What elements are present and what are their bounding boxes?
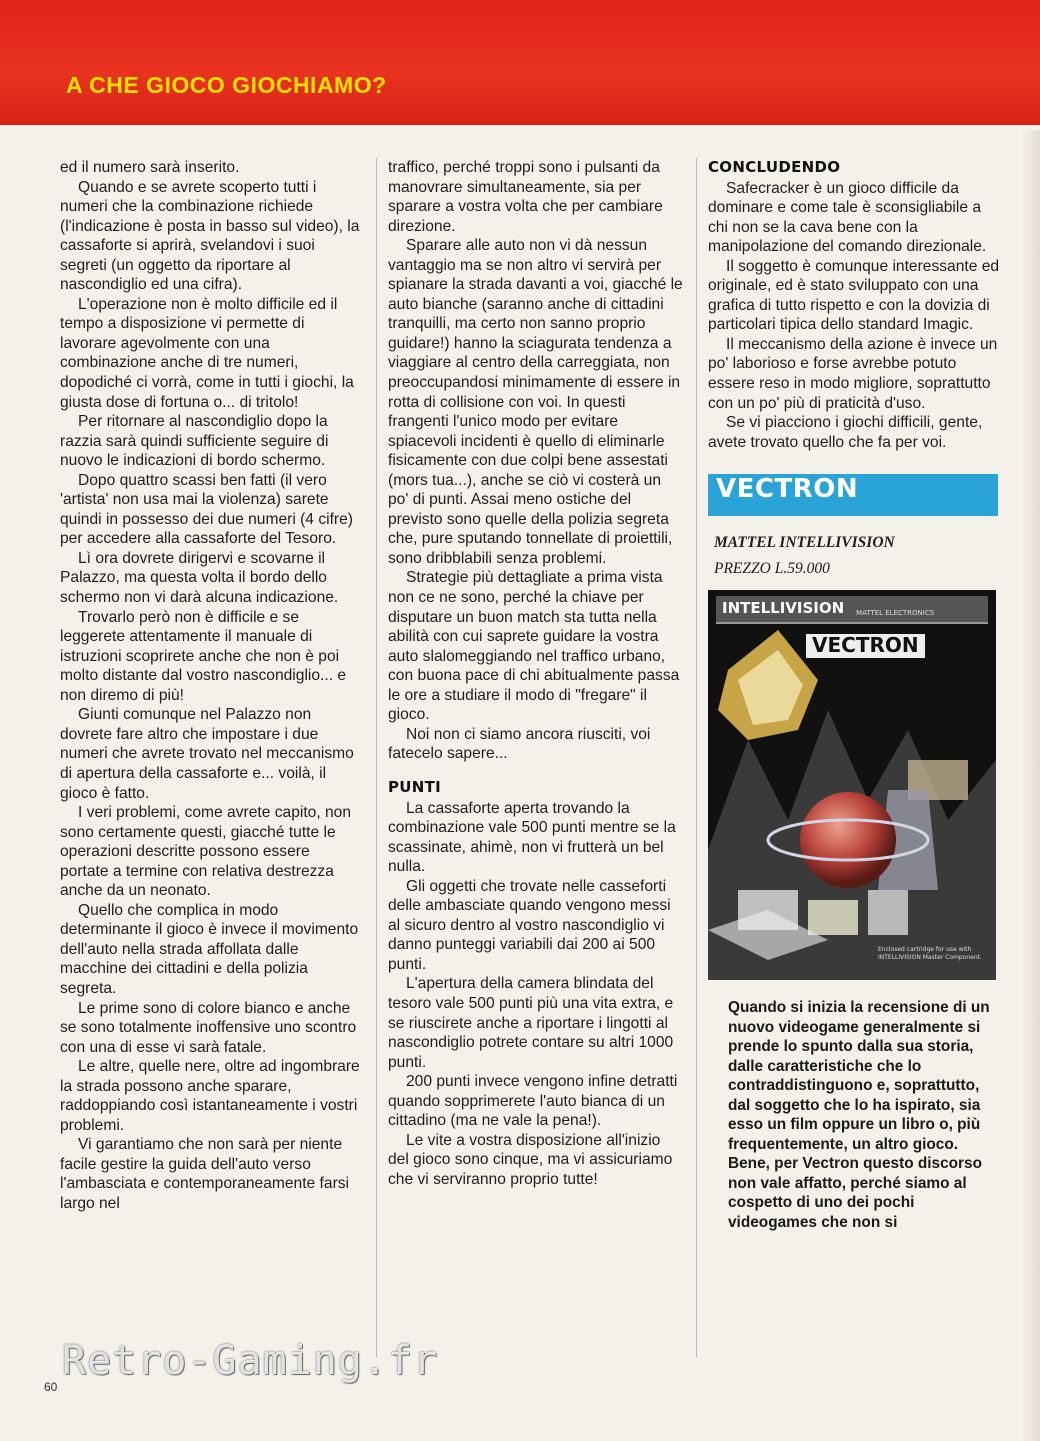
section-title: A CHE GIOCO GIOCHIAMO? — [66, 72, 387, 98]
paragraph: Lì ora dovrete dirigervi e scovarne il Palazzo, ma questa volta il bordo dello schermo non vi darà alcuna indicazione. — [60, 549, 339, 607]
paragraph: Le vite a vostra disposizione all'inizio del gioco sono cinque, ma vi assicuriamo che vi serviranno proprio tutte! — [388, 1131, 673, 1188]
page-edge — [1022, 130, 1040, 1441]
column-divider — [696, 158, 697, 1358]
review-title: VECTRON — [716, 474, 859, 505]
paragraph: Safecracker è un gioco difficile da dominare e come tale è sconsigliabile a chi non se la cava bene con la manipolazione del comando direzionale. — [708, 179, 987, 256]
paragraph: L'apertura della camera blindata del tesoro vale 500 punti più una vita extra, e se riuscirete anche a riportare i lingotti al nascondiglio potrete contare su altri 1000 punti. — [388, 975, 674, 1071]
paragraph: traffico, perché troppi sono i pulsanti da manovrare simultaneamente, sia per sparare a vostra volta che per cambiare direzione. — [388, 159, 663, 235]
column-divider — [376, 158, 377, 1358]
article-column-1 — [60, 158, 360, 1214]
paragraph: Il meccanismo della azione è invece un po' laborioso e forse avrebbe potuto essere reso in modo migliore, soprattutto con un po' più di praticità d'uso. — [708, 335, 998, 412]
paragraph: ed il numero sarà inserito. — [60, 159, 240, 176]
paragraph: Il soggetto è comunque interessante ed originale, ed è stato sviluppato con una grafica di tutto rispetto e con la dovizia di particolari tipica dello standard Imagic. — [708, 257, 1000, 334]
paragraph: Giunti comunque nel Palazzo non dovrete fare altro che impostare i due numeri che avrete trovato nel meccanismo di apertura della cassaforte e... voilà, il gioco è fatto. — [60, 706, 354, 802]
box-art-footer: Enclosed cartridge for use with INTELLIVISION Master Component. — [878, 946, 982, 962]
paragraph: Strategie più dettagliate a prima vista non ce ne sono, perché la chiave per disputare un buon match sta tutta nella abilità con cui saprete guidare la vostra auto slalomeggiando nel traffico urbano, con buona pace di chi abitualmente passa le ore a studiare il modo di "fregare" il gioco. — [388, 569, 680, 724]
paragraph: Sparare alle auto non vi dà nessun vantaggio ma se non altro vi servirà per spianare la strada davanti a voi, giacché le auto bianche (saranno anche di cittadini tranquilli, ma certo non sanno proprio guidare!) hanno la sciagurata tendenza a viaggiare al centro della carreggiata, non preoccupandosi minimamente di essere in rotta di collisione con voi. In questi frangenti l'unico modo per evitare spiacevoli incidenti è quello di eliminarle fisicamente con due colpi bene assestati (mors tua...), anche se ciò vi costerà un po' di punti. Assai meno ostiche del previsto sono quelle della polizia segreta che, pure sputando tonnellate di proiettili, sono dribblabili senza problemi. — [388, 237, 683, 567]
vectron-box-art — [708, 590, 996, 980]
page-number: 60 — [44, 1380, 58, 1394]
paragraph: Le prime sono di colore bianco e anche se sono totalmente inoffensive uno scontro con una di esse vi sarà fatale. — [60, 999, 357, 1056]
maker-label: MATTEL ELECTRONICS — [856, 609, 935, 618]
article-column-2 — [388, 158, 684, 1189]
watermark: Retro-Gaming.fr — [62, 1338, 439, 1384]
game-price: PREZZO L.59.000 — [714, 560, 830, 578]
paragraph: Quello che complica in modo determinante il gioco è invece il movimento dell'auto nella strada affollata dalle macchine dei cittadini e della polizia segreta. — [60, 901, 359, 997]
paragraph: L'operazione non è molto difficile ed il tempo a disposizione vi permette di lavorare agevolmente con una combinazione anche di tre numeri, dopodiché ci vorrà, come in tutti i giochi, la giusta dose di fortuna o... di tritolo! — [60, 295, 354, 411]
paragraph: Per ritornare al nascondiglio dopo la razzia sarà quindi sufficiente seguire di nuovo le indicazioni di bordo schermo. — [60, 413, 329, 470]
paragraph: Quando e se avrete scoperto tutti i numeri che la combinazione richiede (l'indicazione è posta in basso sul video), la cassaforte si aprirà, svelandovi i suoi segreti (un oggetto da riportare al nascondiglio ed una cifra). — [60, 178, 360, 294]
paragraph: Se vi piacciono i giochi difficili, gente, avete trovato quello che fa per voi. — [708, 414, 983, 451]
section-heading-punti: PUNTI — [388, 777, 442, 796]
section-heading-concludendo: CONCLUDENDO — [708, 158, 841, 176]
review-lead-text: Quando si inizia la recensione di un nuovo videogame generalmente si prende lo spunto dalla sua storia, dalle caratteristiche che lo contraddistinguono e, soprattutto, dal soggetto che lo ha ispirato, sia esso un film oppure un libro o, più frequentemente, un altro gioco. Bene, per Vectron questo discorso non vale affatto, perché siamo al cospetto di uno dei pochi videogames che non si — [728, 999, 990, 1231]
paragraph: Trovarlo però non è difficile e se leggerete attentamente il manuale di istruzioni scoprirete anche che non è poi molto distante dal vostro nascondiglio... e non diremo di più! — [60, 608, 347, 704]
paragraph: La cassaforte aperta trovando la combinazione vale 500 punti mentre se la scassinate, ahimè, non vi frutterà un bel nulla. — [388, 799, 676, 876]
paragraph: Vi garantiamo che non sarà per niente facile gestire la guida dell'auto verso l'ambasciata e contemporaneamente farsi largo nel — [60, 1136, 350, 1212]
paragraph: Dopo quattro scassi ben fatti (il vero 'artista' non usa mai la violenza) sarete quindi in possesso dei due numeri (4 cifre) per accedere alla cassaforte del Tesoro. — [60, 471, 353, 548]
game-platform: MATTEL INTELLIVISION — [714, 534, 895, 552]
paragraph: 200 punti invece vengono infine detratti quando sopprimerete l'auto bianca di un cittadino (ma ne vale la pena!). — [388, 1073, 678, 1130]
paragraph: Gli oggetti che trovate nelle casseforti delle ambasciate quando vengono messi al sicuro dentro al vostro nascondiglio vi danno punteggi variabili dai 200 ai 500 punti. — [388, 877, 671, 973]
paragraph: I veri problemi, come avrete capito, non sono certamente questi, giacché tutte le operazioni descritte possono essere portate a termine con relativa destrezza anche da un neonato. — [60, 804, 352, 900]
review-title-banner — [708, 474, 998, 516]
article-column-3 — [708, 158, 1000, 1232]
paragraph: Le altre, quelle nere, oltre ad ingombrare la strada possono anche sparare, raddoppiando così istantaneamente i vostri problemi. — [60, 1058, 360, 1134]
box-art-title: VECTRON — [806, 634, 925, 658]
intellivision-logo: INTELLIVISION — [722, 599, 845, 618]
header-banner — [0, 0, 1040, 125]
paragraph: Noi non ci siamo ancora riusciti, voi fatecelo sapere... — [388, 725, 651, 763]
